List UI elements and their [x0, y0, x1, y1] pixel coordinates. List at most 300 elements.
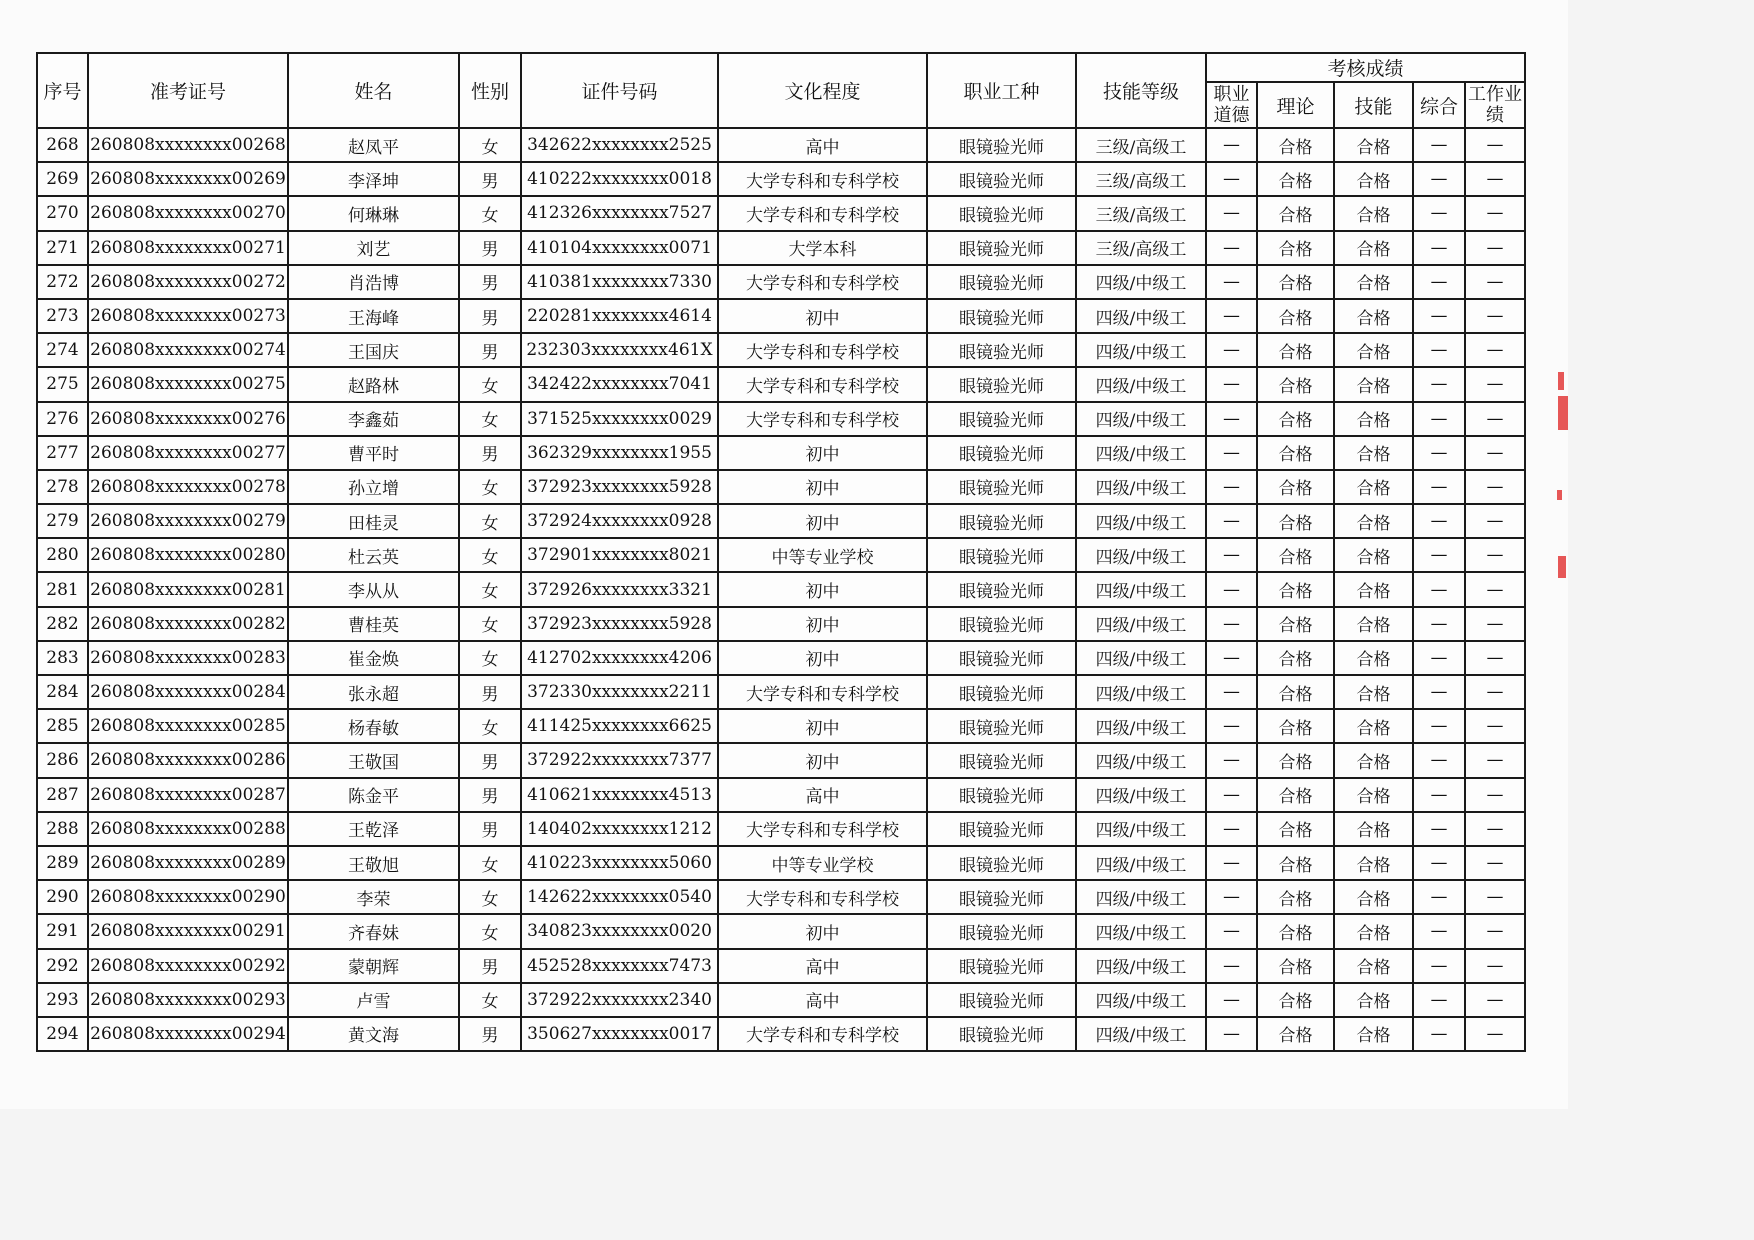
header-assessment-scores: 考核成绩	[1206, 53, 1525, 82]
cell-comprehensive: —	[1413, 436, 1465, 470]
cell-work-performance: —	[1465, 846, 1525, 880]
cell-occupation: 眼镜验光师	[927, 1017, 1076, 1051]
red-seal-fragment	[1557, 490, 1562, 500]
cell-id-number: 372924xxxxxxxx0928	[521, 504, 718, 538]
cell-id-number: 140402xxxxxxxx1212	[521, 812, 718, 846]
cell-id-number: 342622xxxxxxxx2525	[521, 128, 718, 162]
cell-skill-level: 四级/中级工	[1076, 949, 1206, 983]
table-row	[37, 641, 1525, 675]
cell-work-performance: —	[1465, 949, 1525, 983]
cell-ticket-number: 260808xxxxxxxx00289	[88, 846, 288, 880]
cell-seq: 273	[37, 299, 88, 333]
cell-id-number: 412326xxxxxxxx7527	[521, 196, 718, 230]
cell-education: 初中	[718, 607, 927, 641]
cell-ethics: —	[1206, 572, 1257, 606]
cell-ethics: —	[1206, 333, 1257, 367]
cell-comprehensive: —	[1413, 299, 1465, 333]
cell-skill: 合格	[1334, 983, 1413, 1017]
cell-id-number: 340823xxxxxxxx0020	[521, 914, 718, 948]
cell-comprehensive: —	[1413, 470, 1465, 504]
cell-comprehensive: —	[1413, 162, 1465, 196]
cell-occupation: 眼镜验光师	[927, 402, 1076, 436]
table-row	[37, 880, 1525, 914]
cell-comprehensive: —	[1413, 709, 1465, 743]
cell-ethics: —	[1206, 402, 1257, 436]
cell-education: 大学专科和专科学校	[718, 196, 927, 230]
cell-theory: 合格	[1257, 983, 1334, 1017]
header-seq: 序号	[37, 53, 88, 128]
cell-work-performance: —	[1465, 538, 1525, 572]
cell-ethics: —	[1206, 983, 1257, 1017]
cell-gender: 男	[459, 436, 521, 470]
cell-gender: 女	[459, 880, 521, 914]
cell-skill-level: 四级/中级工	[1076, 914, 1206, 948]
table-row	[37, 709, 1525, 743]
cell-occupation: 眼镜验光师	[927, 538, 1076, 572]
cell-skill-level: 四级/中级工	[1076, 436, 1206, 470]
cell-theory: 合格	[1257, 402, 1334, 436]
cell-occupation: 眼镜验光师	[927, 812, 1076, 846]
cell-occupation: 眼镜验光师	[927, 196, 1076, 230]
cell-occupation: 眼镜验光师	[927, 470, 1076, 504]
cell-theory: 合格	[1257, 572, 1334, 606]
cell-gender: 男	[459, 812, 521, 846]
exam-results-table	[36, 52, 1526, 1052]
cell-work-performance: —	[1465, 402, 1525, 436]
cell-education: 高中	[718, 778, 927, 812]
cell-education: 初中	[718, 914, 927, 948]
cell-id-number: 411425xxxxxxxx6625	[521, 709, 718, 743]
cell-work-performance: —	[1465, 641, 1525, 675]
header-skill: 技能	[1334, 82, 1413, 128]
cell-name: 蒙朝辉	[288, 949, 459, 983]
cell-skill: 合格	[1334, 880, 1413, 914]
cell-name: 李鑫茹	[288, 402, 459, 436]
cell-seq: 272	[37, 265, 88, 299]
cell-education: 初中	[718, 572, 927, 606]
cell-skill-level: 三级/高级工	[1076, 231, 1206, 265]
cell-ethics: —	[1206, 436, 1257, 470]
cell-id-number: 142622xxxxxxxx0540	[521, 880, 718, 914]
cell-seq: 285	[37, 709, 88, 743]
table-header	[37, 53, 1525, 128]
cell-occupation: 眼镜验光师	[927, 299, 1076, 333]
table-row	[37, 538, 1525, 572]
cell-work-performance: —	[1465, 299, 1525, 333]
cell-comprehensive: —	[1413, 675, 1465, 709]
cell-ethics: —	[1206, 504, 1257, 538]
cell-skill: 合格	[1334, 504, 1413, 538]
cell-comprehensive: —	[1413, 128, 1465, 162]
cell-skill-level: 三级/高级工	[1076, 196, 1206, 230]
cell-theory: 合格	[1257, 812, 1334, 846]
cell-seq: 275	[37, 367, 88, 401]
cell-skill: 合格	[1334, 709, 1413, 743]
cell-seq: 282	[37, 607, 88, 641]
cell-skill-level: 四级/中级工	[1076, 743, 1206, 777]
cell-education: 大学本科	[718, 231, 927, 265]
cell-occupation: 眼镜验光师	[927, 607, 1076, 641]
cell-seq: 274	[37, 333, 88, 367]
cell-id-number: 372923xxxxxxxx5928	[521, 470, 718, 504]
cell-education: 高中	[718, 949, 927, 983]
cell-id-number: 372922xxxxxxxx2340	[521, 983, 718, 1017]
cell-skill-level: 三级/高级工	[1076, 162, 1206, 196]
cell-gender: 男	[459, 162, 521, 196]
cell-gender: 男	[459, 778, 521, 812]
cell-gender: 女	[459, 709, 521, 743]
cell-skill-level: 四级/中级工	[1076, 675, 1206, 709]
table-row	[37, 196, 1525, 230]
cell-ticket-number: 260808xxxxxxxx00279	[88, 504, 288, 538]
cell-ticket-number: 260808xxxxxxxx00288	[88, 812, 288, 846]
red-seal-fragment	[1558, 556, 1566, 578]
cell-seq: 292	[37, 949, 88, 983]
cell-occupation: 眼镜验光师	[927, 572, 1076, 606]
cell-occupation: 眼镜验光师	[927, 641, 1076, 675]
cell-theory: 合格	[1257, 162, 1334, 196]
cell-skill: 合格	[1334, 265, 1413, 299]
cell-id-number: 412702xxxxxxxx4206	[521, 641, 718, 675]
cell-education: 大学专科和专科学校	[718, 880, 927, 914]
cell-skill-level: 四级/中级工	[1076, 880, 1206, 914]
cell-ticket-number: 260808xxxxxxxx00293	[88, 983, 288, 1017]
cell-ethics: —	[1206, 778, 1257, 812]
header-theory: 理论	[1257, 82, 1334, 128]
cell-skill: 合格	[1334, 607, 1413, 641]
cell-seq: 294	[37, 1017, 88, 1051]
cell-name: 王敬旭	[288, 846, 459, 880]
cell-skill-level: 四级/中级工	[1076, 402, 1206, 436]
cell-theory: 合格	[1257, 196, 1334, 230]
cell-ticket-number: 260808xxxxxxxx00272	[88, 265, 288, 299]
cell-ticket-number: 260808xxxxxxxx00281	[88, 572, 288, 606]
cell-occupation: 眼镜验光师	[927, 128, 1076, 162]
cell-theory: 合格	[1257, 778, 1334, 812]
table-row	[37, 128, 1525, 162]
cell-id-number: 362329xxxxxxxx1955	[521, 436, 718, 470]
cell-skill: 合格	[1334, 128, 1413, 162]
table-row	[37, 1017, 1525, 1051]
cell-work-performance: —	[1465, 572, 1525, 606]
cell-work-performance: —	[1465, 504, 1525, 538]
cell-ticket-number: 260808xxxxxxxx00269	[88, 162, 288, 196]
cell-gender: 女	[459, 983, 521, 1017]
cell-ticket-number: 260808xxxxxxxx00280	[88, 538, 288, 572]
cell-gender: 女	[459, 572, 521, 606]
cell-ethics: —	[1206, 470, 1257, 504]
cell-work-performance: —	[1465, 265, 1525, 299]
red-seal-fragment	[1558, 396, 1568, 430]
cell-gender: 女	[459, 128, 521, 162]
cell-work-performance: —	[1465, 983, 1525, 1017]
cell-name: 赵凤平	[288, 128, 459, 162]
cell-occupation: 眼镜验光师	[927, 675, 1076, 709]
cell-comprehensive: —	[1413, 607, 1465, 641]
cell-education: 大学专科和专科学校	[718, 675, 927, 709]
cell-education: 中等专业学校	[718, 538, 927, 572]
cell-skill: 合格	[1334, 402, 1413, 436]
cell-id-number: 342422xxxxxxxx7041	[521, 367, 718, 401]
cell-name: 李荣	[288, 880, 459, 914]
cell-comprehensive: —	[1413, 983, 1465, 1017]
cell-occupation: 眼镜验光师	[927, 333, 1076, 367]
table-row	[37, 846, 1525, 880]
cell-theory: 合格	[1257, 367, 1334, 401]
cell-work-performance: —	[1465, 1017, 1525, 1051]
cell-skill: 合格	[1334, 812, 1413, 846]
header-id-number: 证件号码	[521, 53, 718, 128]
cell-education: 大学专科和专科学校	[718, 265, 927, 299]
cell-name: 曹桂英	[288, 607, 459, 641]
cell-skill-level: 四级/中级工	[1076, 299, 1206, 333]
cell-name: 李泽坤	[288, 162, 459, 196]
cell-name: 杜云英	[288, 538, 459, 572]
table-row	[37, 299, 1525, 333]
cell-skill-level: 四级/中级工	[1076, 641, 1206, 675]
cell-ticket-number: 260808xxxxxxxx00268	[88, 128, 288, 162]
cell-ethics: —	[1206, 949, 1257, 983]
cell-work-performance: —	[1465, 196, 1525, 230]
cell-id-number: 350627xxxxxxxx0017	[521, 1017, 718, 1051]
cell-theory: 合格	[1257, 880, 1334, 914]
cell-seq: 293	[37, 983, 88, 1017]
cell-ticket-number: 260808xxxxxxxx00274	[88, 333, 288, 367]
cell-ethics: —	[1206, 231, 1257, 265]
cell-seq: 289	[37, 846, 88, 880]
cell-ticket-number: 260808xxxxxxxx00283	[88, 641, 288, 675]
cell-theory: 合格	[1257, 436, 1334, 470]
table-row	[37, 572, 1525, 606]
cell-ticket-number: 260808xxxxxxxx00292	[88, 949, 288, 983]
cell-occupation: 眼镜验光师	[927, 231, 1076, 265]
header-gender: 性别	[459, 53, 521, 128]
cell-ticket-number: 260808xxxxxxxx00291	[88, 914, 288, 948]
cell-occupation: 眼镜验光师	[927, 949, 1076, 983]
cell-comprehensive: —	[1413, 196, 1465, 230]
table-row	[37, 367, 1525, 401]
cell-comprehensive: —	[1413, 231, 1465, 265]
cell-theory: 合格	[1257, 949, 1334, 983]
cell-ethics: —	[1206, 641, 1257, 675]
cell-name: 何琳琳	[288, 196, 459, 230]
cell-theory: 合格	[1257, 333, 1334, 367]
cell-skill: 合格	[1334, 675, 1413, 709]
cell-theory: 合格	[1257, 470, 1334, 504]
cell-ethics: —	[1206, 880, 1257, 914]
cell-seq: 291	[37, 914, 88, 948]
table-row	[37, 504, 1525, 538]
cell-id-number: 371525xxxxxxxx0029	[521, 402, 718, 436]
table-row	[37, 333, 1525, 367]
cell-id-number: 410223xxxxxxxx5060	[521, 846, 718, 880]
cell-ethics: —	[1206, 675, 1257, 709]
cell-ethics: —	[1206, 367, 1257, 401]
cell-occupation: 眼镜验光师	[927, 983, 1076, 1017]
cell-theory: 合格	[1257, 504, 1334, 538]
cell-id-number: 372922xxxxxxxx7377	[521, 743, 718, 777]
cell-name: 卢雪	[288, 983, 459, 1017]
cell-name: 王国庆	[288, 333, 459, 367]
cell-comprehensive: —	[1413, 880, 1465, 914]
cell-seq: 290	[37, 880, 88, 914]
cell-skill-level: 三级/高级工	[1076, 128, 1206, 162]
cell-skill: 合格	[1334, 538, 1413, 572]
cell-ticket-number: 260808xxxxxxxx00270	[88, 196, 288, 230]
cell-ticket-number: 260808xxxxxxxx00278	[88, 470, 288, 504]
cell-work-performance: —	[1465, 812, 1525, 846]
cell-skill-level: 四级/中级工	[1076, 367, 1206, 401]
cell-skill: 合格	[1334, 436, 1413, 470]
cell-seq: 284	[37, 675, 88, 709]
cell-work-performance: —	[1465, 709, 1525, 743]
cell-theory: 合格	[1257, 675, 1334, 709]
cell-occupation: 眼镜验光师	[927, 743, 1076, 777]
cell-name: 肖浩博	[288, 265, 459, 299]
cell-comprehensive: —	[1413, 538, 1465, 572]
cell-education: 大学专科和专科学校	[718, 367, 927, 401]
cell-skill: 合格	[1334, 231, 1413, 265]
cell-ethics: —	[1206, 846, 1257, 880]
cell-theory: 合格	[1257, 914, 1334, 948]
table-row	[37, 436, 1525, 470]
cell-name: 赵路林	[288, 367, 459, 401]
cell-name: 田桂灵	[288, 504, 459, 538]
cell-name: 孙立增	[288, 470, 459, 504]
cell-occupation: 眼镜验光师	[927, 709, 1076, 743]
header-education: 文化程度	[718, 53, 927, 128]
cell-name: 刘艺	[288, 231, 459, 265]
cell-gender: 女	[459, 196, 521, 230]
cell-skill: 合格	[1334, 196, 1413, 230]
header-occupation: 职业工种	[927, 53, 1076, 128]
cell-id-number: 372330xxxxxxxx2211	[521, 675, 718, 709]
cell-ethics: —	[1206, 812, 1257, 846]
cell-skill-level: 四级/中级工	[1076, 470, 1206, 504]
cell-work-performance: —	[1465, 607, 1525, 641]
cell-id-number: 372923xxxxxxxx5928	[521, 607, 718, 641]
cell-skill: 合格	[1334, 299, 1413, 333]
cell-gender: 女	[459, 641, 521, 675]
cell-education: 高中	[718, 983, 927, 1017]
cell-skill: 合格	[1334, 846, 1413, 880]
cell-ethics: —	[1206, 607, 1257, 641]
cell-education: 初中	[718, 743, 927, 777]
header-skill-level: 技能等级	[1076, 53, 1206, 128]
cell-education: 初中	[718, 504, 927, 538]
cell-id-number: 232303xxxxxxxx461X	[521, 333, 718, 367]
cell-occupation: 眼镜验光师	[927, 914, 1076, 948]
header-ticket-number: 准考证号	[88, 53, 288, 128]
cell-gender: 女	[459, 402, 521, 436]
cell-education: 高中	[718, 128, 927, 162]
cell-id-number: 452528xxxxxxxx7473	[521, 949, 718, 983]
cell-ethics: —	[1206, 162, 1257, 196]
cell-gender: 男	[459, 1017, 521, 1051]
cell-gender: 男	[459, 265, 521, 299]
cell-name: 张永超	[288, 675, 459, 709]
cell-work-performance: —	[1465, 470, 1525, 504]
cell-gender: 女	[459, 367, 521, 401]
header-name: 姓名	[288, 53, 459, 128]
cell-skill: 合格	[1334, 1017, 1413, 1051]
cell-skill: 合格	[1334, 949, 1413, 983]
cell-education: 初中	[718, 436, 927, 470]
cell-name: 杨春敏	[288, 709, 459, 743]
cell-id-number: 410621xxxxxxxx4513	[521, 778, 718, 812]
cell-theory: 合格	[1257, 1017, 1334, 1051]
cell-theory: 合格	[1257, 846, 1334, 880]
table-row	[37, 914, 1525, 948]
cell-theory: 合格	[1257, 538, 1334, 572]
cell-ethics: —	[1206, 538, 1257, 572]
cell-occupation: 眼镜验光师	[927, 367, 1076, 401]
cell-work-performance: —	[1465, 333, 1525, 367]
cell-education: 中等专业学校	[718, 846, 927, 880]
cell-ticket-number: 260808xxxxxxxx00273	[88, 299, 288, 333]
cell-education: 大学专科和专科学校	[718, 1017, 927, 1051]
cell-comprehensive: —	[1413, 846, 1465, 880]
table-row	[37, 265, 1525, 299]
cell-occupation: 眼镜验光师	[927, 778, 1076, 812]
cell-education: 大学专科和专科学校	[718, 812, 927, 846]
cell-education: 初中	[718, 299, 927, 333]
table-row	[37, 743, 1525, 777]
cell-name: 王敬国	[288, 743, 459, 777]
table-row	[37, 983, 1525, 1017]
cell-comprehensive: —	[1413, 743, 1465, 777]
cell-ethics: —	[1206, 743, 1257, 777]
cell-occupation: 眼镜验光师	[927, 265, 1076, 299]
cell-occupation: 眼镜验光师	[927, 436, 1076, 470]
cell-gender: 男	[459, 675, 521, 709]
cell-education: 大学专科和专科学校	[718, 162, 927, 196]
cell-gender: 男	[459, 231, 521, 265]
cell-gender: 女	[459, 504, 521, 538]
cell-seq: 278	[37, 470, 88, 504]
cell-name: 齐春妹	[288, 914, 459, 948]
cell-skill-level: 四级/中级工	[1076, 538, 1206, 572]
cell-comprehensive: —	[1413, 504, 1465, 538]
cell-skill-level: 四级/中级工	[1076, 1017, 1206, 1051]
cell-ethics: —	[1206, 196, 1257, 230]
cell-skill-level: 四级/中级工	[1076, 504, 1206, 538]
cell-ethics: —	[1206, 709, 1257, 743]
cell-gender: 男	[459, 949, 521, 983]
cell-skill: 合格	[1334, 914, 1413, 948]
cell-comprehensive: —	[1413, 949, 1465, 983]
cell-theory: 合格	[1257, 607, 1334, 641]
cell-education: 初中	[718, 470, 927, 504]
cell-ticket-number: 260808xxxxxxxx00285	[88, 709, 288, 743]
cell-seq: 277	[37, 436, 88, 470]
header-ethics: 职业道德	[1206, 82, 1257, 128]
table-row	[37, 812, 1525, 846]
cell-id-number: 410222xxxxxxxx0018	[521, 162, 718, 196]
cell-comprehensive: —	[1413, 265, 1465, 299]
cell-education: 大学专科和专科学校	[718, 333, 927, 367]
table-row	[37, 470, 1525, 504]
cell-gender: 男	[459, 743, 521, 777]
cell-theory: 合格	[1257, 641, 1334, 675]
cell-gender: 男	[459, 299, 521, 333]
cell-ticket-number: 260808xxxxxxxx00282	[88, 607, 288, 641]
cell-name: 黄文海	[288, 1017, 459, 1051]
cell-comprehensive: —	[1413, 572, 1465, 606]
cell-gender: 女	[459, 470, 521, 504]
cell-seq: 279	[37, 504, 88, 538]
cell-skill-level: 四级/中级工	[1076, 333, 1206, 367]
